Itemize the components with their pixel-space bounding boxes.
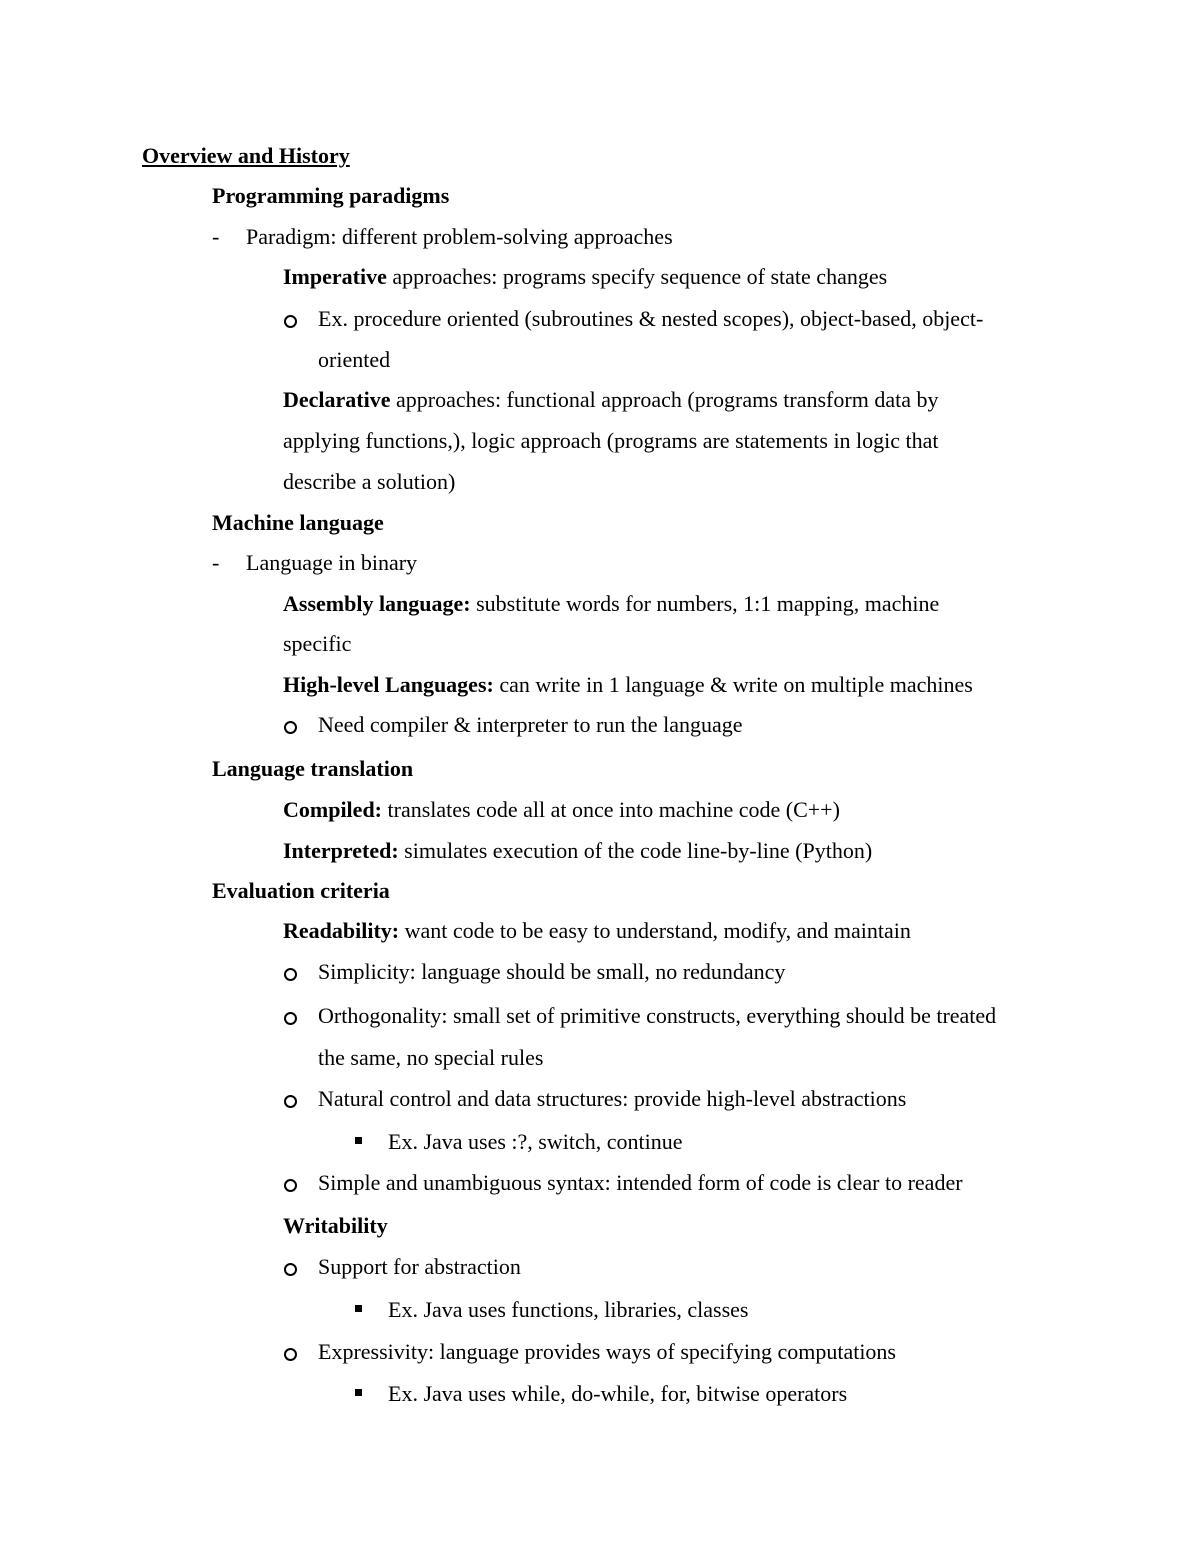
term-declarative: Declarative (283, 387, 391, 412)
term-highlevel: High-level Languages: (283, 672, 494, 697)
readability-line (283, 916, 911, 946)
highlevel-text: can write in 1 language & write on multiple machines (493, 672, 973, 697)
declarative-continuation: applying functions,), logic approach (programs are statements in logic that (283, 428, 939, 453)
heading-programming-paradigms: Programming paradigms (212, 183, 450, 208)
term-imperative: Imperative (283, 264, 387, 289)
interpreted-text: simulates execution of the code line-by-line (Python) (398, 838, 873, 863)
imperative-line (283, 262, 887, 292)
imperative-text: approaches: programs specify sequence of state changes (386, 264, 888, 289)
compiled-line (283, 795, 840, 825)
circle-bullet-icon (284, 315, 297, 328)
term-interpreted: Interpreted: (283, 838, 399, 863)
square-bullet-icon (355, 1389, 362, 1396)
page-title: Overview and History (142, 143, 350, 168)
list-item: Need compiler & interpreter to run the language (318, 712, 743, 737)
assembly-text: substitute words for numbers, 1:1 mapping, machine (470, 591, 940, 616)
dash-bullet: - (212, 224, 220, 249)
assembly-continuation: specific (283, 631, 352, 656)
list-item: Ex. Java uses functions, libraries, classes (388, 1297, 749, 1322)
list-item-continuation: the same, no special rules (318, 1045, 544, 1070)
term-writability: Writability (283, 1213, 388, 1238)
circle-bullet-icon (284, 1012, 297, 1025)
list-item: Orthogonality: small set of primitive constructs, everything should be treated (318, 1003, 997, 1028)
readability-text: want code to be easy to understand, modify, and maintain (399, 918, 911, 943)
declarative-line (283, 385, 938, 415)
circle-bullet-icon (284, 1263, 297, 1276)
interpreted-line (283, 836, 872, 866)
assembly-line (283, 589, 939, 619)
list-item: Ex. Java uses while, do-while, for, bitwise operators (388, 1381, 848, 1406)
list-item: Natural control and data structures: provide high-level abstractions (318, 1086, 907, 1111)
list-item-continuation: oriented (318, 347, 391, 372)
circle-bullet-icon (284, 721, 297, 734)
circle-bullet-icon (284, 1179, 297, 1192)
square-bullet-icon (355, 1305, 362, 1312)
dash-bullet: - (212, 550, 220, 575)
square-bullet-icon (355, 1137, 362, 1144)
declarative-continuation: describe a solution) (283, 469, 456, 494)
circle-bullet-icon (284, 1348, 297, 1361)
circle-bullet-icon (284, 968, 297, 981)
list-item: Expressivity: language provides ways of specifying computations (318, 1339, 896, 1364)
list-item: Ex. Java uses :?, switch, continue (388, 1129, 683, 1154)
term-compiled: Compiled: (283, 797, 382, 822)
term-assembly: Assembly language: (283, 591, 471, 616)
list-item: Simplicity: language should be small, no redundancy (318, 959, 786, 984)
writability-heading (283, 1211, 388, 1241)
list-item: Support for abstraction (318, 1254, 521, 1279)
compiled-text: translates code all at once into machine code (C++) (382, 797, 840, 822)
heading-language-translation: Language translation (212, 756, 414, 781)
list-item: Language in binary (246, 550, 418, 575)
list-item: Paradigm: different problem-solving approaches (246, 224, 673, 249)
list-item: Simple and unambiguous syntax: intended form of code is clear to reader (318, 1170, 963, 1195)
heading-evaluation-criteria: Evaluation criteria (212, 878, 390, 903)
heading-machine-language: Machine language (212, 510, 384, 535)
term-readability: Readability: (283, 918, 400, 943)
list-item: Ex. procedure oriented (subroutines & nested scopes), object-based, object- (318, 306, 984, 331)
circle-bullet-icon (284, 1095, 297, 1108)
highlevel-line (283, 670, 973, 700)
declarative-text: approaches: functional approach (programs transform data by (390, 387, 939, 412)
